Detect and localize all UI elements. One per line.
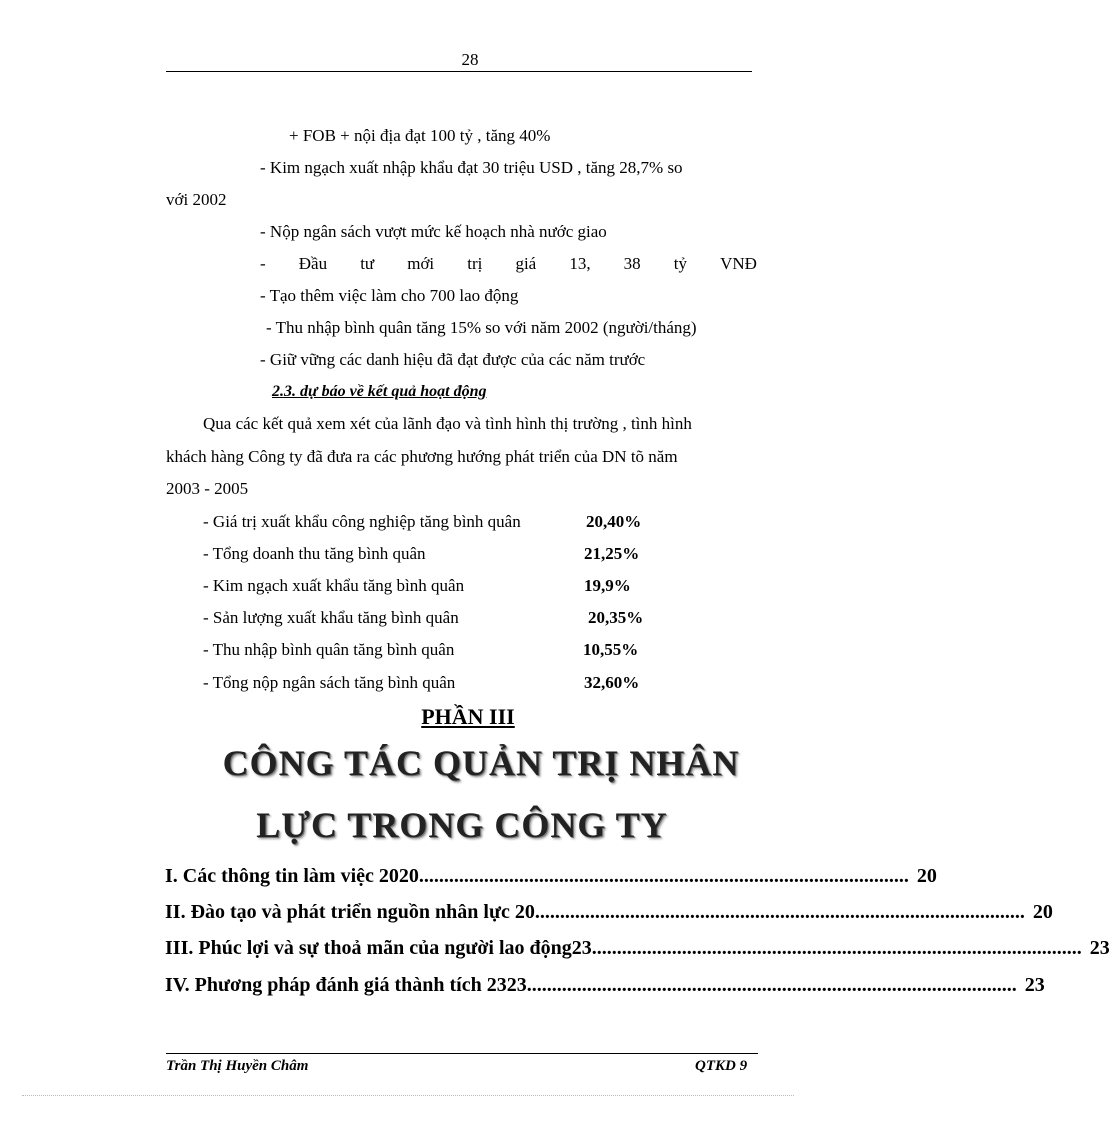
part-label: PHẦN III [421,704,515,729]
forecast-value: 21,25% [584,544,640,563]
toc-entry[interactable] [165,865,937,888]
part-title-line-2: LỰC TRONG CÔNG TY [256,805,668,845]
toc-leader-dots: .................................................................................................. [591,937,1082,959]
header-rule [166,71,752,72]
forecast-value: 32,60% [584,673,640,692]
word: VNĐ [720,254,757,273]
page-bottom-border [22,1095,794,1096]
toc-entry[interactable] [165,901,1053,924]
toc-page-number: 23 [1089,937,1110,959]
forecast-label: - Kim ngạch xuất khẩu tăng bình quân [203,576,465,595]
toc-leader-dots: .................................................................................................. [526,974,1017,996]
paragraph-line: 2003 - 2005 [166,479,249,498]
toc-label: II. Đào tạo và phát triển nguồn nhân lực 20 [165,901,535,923]
section-heading: 2.3. dự báo về kết quả hoạt động [272,383,487,400]
forecast-value: 10,55% [583,640,639,659]
forecast-value: 20,35% [588,608,644,627]
toc-entry[interactable] [165,937,1110,960]
forecast-label: - Thu nhập bình quân tăng bình quân [203,640,455,659]
text-line: - Giữ vững các danh hiệu đã đạt được của các năm trước [260,350,646,369]
word: 13, [569,254,591,273]
toc-label: IV. Phương pháp đánh giá thành tích 2323 [165,974,527,996]
word: - [260,254,266,273]
forecast-label: - Tổng doanh thu tăng bình quân [203,544,426,563]
text-line: - Tạo thêm việc làm cho 700 lao động [260,286,519,305]
forecast-label: - Sản lượng xuất khẩu tăng bình quân [203,608,459,627]
toc-label: I. Các thông tin làm việc 2020 [165,865,419,887]
text-line-justified [260,254,757,274]
text-line: - Nộp ngân sách vượt mức kế hoạch nhà nước giao [260,222,607,241]
text-line: - Kim ngạch xuất nhập khẩu đạt 30 triệu USD , tăng 28,7% so [260,158,683,177]
toc-page-number: 23 [1024,974,1045,996]
footer-class: QTKD 9 [695,1058,748,1074]
word: mới [407,254,435,273]
paragraph-line: khách hàng Công ty đã đưa ra các phương hướng phát triển của DN tõ năm [166,447,678,466]
toc-leader-dots: .................................................................................................. [534,901,1025,923]
word: trị [467,254,483,273]
forecast-value: 20,40% [586,512,642,531]
word: giá [515,254,537,273]
text-line: - Thu nhập bình quân tăng 15% so với năm 2002 (người/tháng) [266,318,697,337]
forecast-value: 19,9% [584,576,631,595]
text-line: + FOB + nội địa đạt 100 tỷ , tăng 40% [289,126,551,145]
word: tỷ [673,254,687,273]
forecast-label: - Giá trị xuất khẩu công nghiệp tăng bình quân [203,512,521,531]
word: tư [360,254,375,273]
part-title-line-1: CÔNG TÁC QUẢN TRỊ NHÂN [222,743,740,783]
forecast-label: - Tổng nộp ngân sách tăng bình quân [203,673,456,692]
word: 38 [623,254,641,273]
toc-entry[interactable] [165,974,1045,997]
toc-label: III. Phúc lợi và sự thoả mãn của người lao động23 [165,937,592,959]
footer-rule [166,1053,758,1054]
paragraph-line: Qua các kết quả xem xét của lãnh đạo và tình hình thị trường , tình hình [203,414,692,433]
page-number: 28 [461,50,479,69]
toc-page-number: 20 [916,865,937,887]
text-line: với 2002 [166,190,227,209]
word: Đầu [298,254,328,273]
toc-page-number: 20 [1032,901,1053,923]
toc-leader-dots: .................................................................................................. [418,865,909,887]
footer-author: Trần Thị Huyền Châm [166,1058,309,1074]
